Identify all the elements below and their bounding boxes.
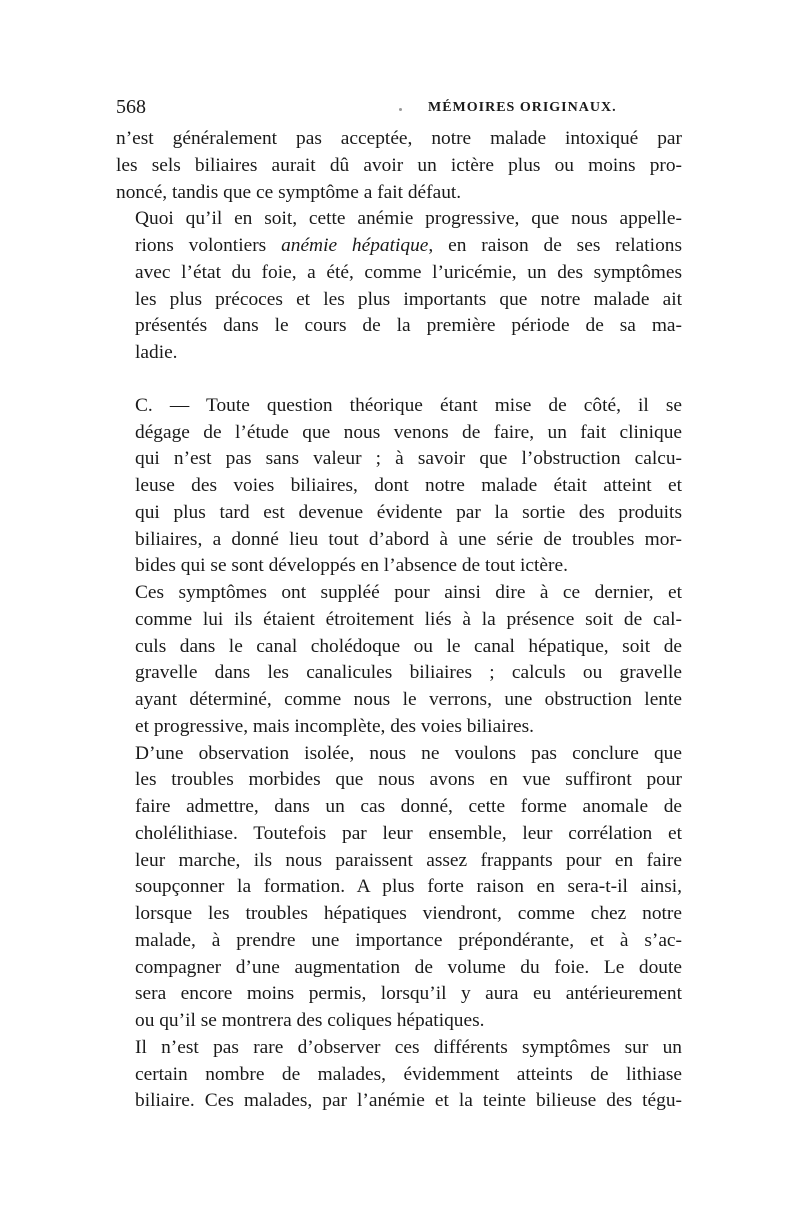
header-ornament-dot — [399, 108, 402, 111]
text-line: leur marche, ils nous paraissent assez frappants pour en faire — [135, 849, 682, 871]
text-line: gravelle dans les canalicules biliaires ; calculs ou gravelle — [135, 662, 682, 684]
text-line: biliaire. Ces malades, par l’anémie et la teinte bilieuse des tégu- — [135, 1090, 682, 1112]
text-line: C. — Toute question théorique étant mise de côté, il se — [135, 394, 682, 416]
text-line: soupçonner la formation. A plus forte raison en sera-t-il ainsi, — [135, 876, 682, 898]
text-line: sera encore moins permis, lorsqu’il y aura eu antérieurement — [135, 983, 682, 1005]
text-line: les sels biliaires aurait dû avoir un ictère plus ou moins pro- — [116, 154, 682, 176]
text-line: les troubles morbides que nous avons en vue suffiront pour — [135, 769, 682, 791]
text-line: biliaires, a donné lieu tout d’abord à une série de troubles mor- — [135, 528, 682, 550]
text-line: D’une observation isolée, nous ne voulons pas conclure que — [135, 742, 682, 764]
text-line: n’est généralement pas acceptée, notre malade intoxiqué par — [116, 128, 682, 149]
text-line: faire admettre, dans un cas donné, cette forme anomale de — [135, 796, 682, 817]
page-header — [116, 96, 682, 122]
text-line: Il n’est pas rare d’observer ces différents symptômes sur un — [135, 1036, 682, 1058]
text-line: dégage de l’étude que nous venons de faire, un fait clinique — [135, 421, 682, 443]
paragraph-6 — [116, 1035, 682, 1115]
text-line: les plus précoces et les plus importants que notre malade ait — [135, 288, 682, 310]
page-body — [116, 126, 682, 1115]
text-line: qui plus tard est devenue évidente par la sortie des produits — [135, 501, 682, 523]
text-line: ladie. — [135, 342, 178, 363]
text-line: noncé, tandis que ce symptôme a fait défaut. — [116, 181, 462, 203]
text-line: comme lui ils étaient étroitement liés à la présence soit de cal- — [135, 608, 682, 630]
page-number: 568 — [116, 96, 146, 118]
text-line: et progressive, mais incomplète, des voies biliaires. — [135, 715, 535, 737]
text-line: compagner d’une augmentation de volume du foie. Le doute — [135, 956, 682, 978]
text-line: qui n’est pas sans valeur ; à savoir que l’obstruction calcu- — [135, 448, 682, 470]
paragraph-4 — [116, 580, 682, 741]
text-line: ayant déterminé, comme nous le verrons, une obstruction lente — [135, 689, 682, 710]
text-line: malade, à prendre une importance prépondérante, et à s’ac- — [135, 929, 682, 951]
paragraph-2 — [116, 206, 682, 367]
running-title: MÉMOIRES ORIGINAUX. — [428, 100, 617, 115]
text-line: Quoi qu’il en soit, cette anémie progressive, que nous appelle- — [135, 208, 682, 230]
paragraph-3 — [116, 393, 682, 580]
paragraph-5 — [116, 741, 682, 1035]
text-line: leuse des voies biliaires, dont notre malade était atteint et — [135, 475, 682, 496]
text-line: certain nombre de malades, évidemment atteints de lithiase — [135, 1063, 682, 1085]
text-line: ou qu’il se montrera des coliques hépatiques. — [135, 1010, 485, 1031]
text-line: culs dans le canal cholédoque ou le canal hépatique, soit de — [135, 635, 682, 657]
text-line-with-italic: rions volontiers anémie hépatique, en raison de ses relations — [135, 235, 682, 256]
text-line: présentés dans le cours de la première période de sa ma- — [135, 315, 682, 337]
text-line: Ces symptômes ont suppléé pour ainsi dire à ce dernier, et — [135, 582, 682, 603]
text-line: cholélithiase. Toutefois par leur ensemble, leur corrélation et — [135, 822, 682, 844]
text-line: bides qui se sont développés en l’absence de tout ictère. — [135, 555, 568, 577]
text-line: avec l’état du foie, a été, comme l’uricémie, un des symptômes — [135, 261, 682, 283]
italic-term: anémie hépatique — [281, 235, 429, 256]
paragraph-1 — [116, 126, 682, 206]
text-line: lorsque les troubles hépatiques viendront, comme chez notre — [135, 903, 682, 924]
